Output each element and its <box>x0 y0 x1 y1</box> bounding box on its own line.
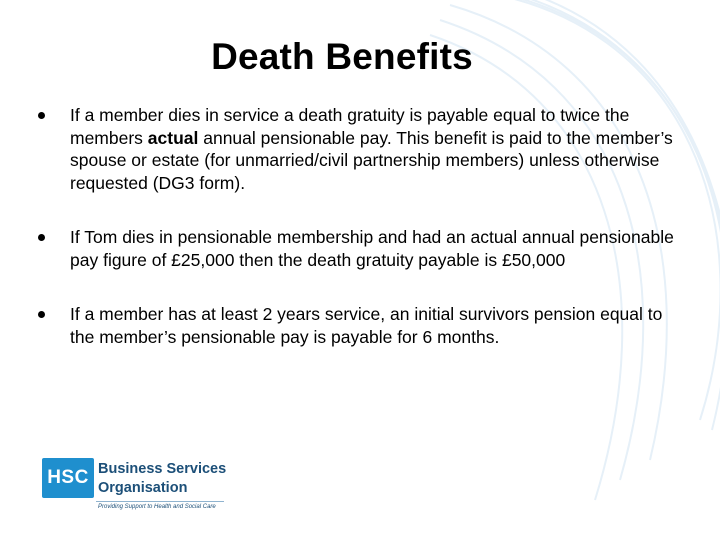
bullet-text <box>70 105 673 193</box>
hsc-badge <box>42 458 94 498</box>
hsc-badge-text: HSC <box>47 467 89 488</box>
logo-tagline: Providing Support to Health and Social Care <box>98 504 216 510</box>
slide-title: Death Benefits <box>211 36 473 77</box>
bullet-dot-icon <box>38 311 45 318</box>
bullet-dot-icon <box>38 112 45 119</box>
bullet-text-part: If a member dies in service a death gratuity is payable equal to twice the members <box>70 105 630 148</box>
bullet-item-death-gratuity <box>38 104 688 194</box>
hsc-bso-logo <box>42 458 242 518</box>
logo-divider <box>96 501 224 502</box>
bullet-item-example <box>38 226 688 271</box>
bullet-item-survivors-pension <box>38 303 688 348</box>
logo-organisation-line2: Organisation <box>98 480 188 496</box>
bullet-dot-icon <box>38 234 45 241</box>
logo-organisation-line1: Business Services <box>98 461 227 477</box>
bullet-list <box>38 104 688 348</box>
bullet-text-part: annual pensionable pay. This benefit is paid to the member’s spouse or estate (for unmarried/civil partnership members) unless otherwise requested (DG3 form). <box>70 127 673 193</box>
bullet-text: If Tom dies in pensionable membership and had an actual annual pensionable pay figure of £25,000 then the death gratuity payable is £50,000 <box>70 227 674 270</box>
bullet-text: If a member has at least 2 years service, an initial survivors pension equal to the member’s pensionable pay is payable for 6 months. <box>70 304 663 347</box>
bullet-emphasis-actual: actual <box>147 127 199 148</box>
